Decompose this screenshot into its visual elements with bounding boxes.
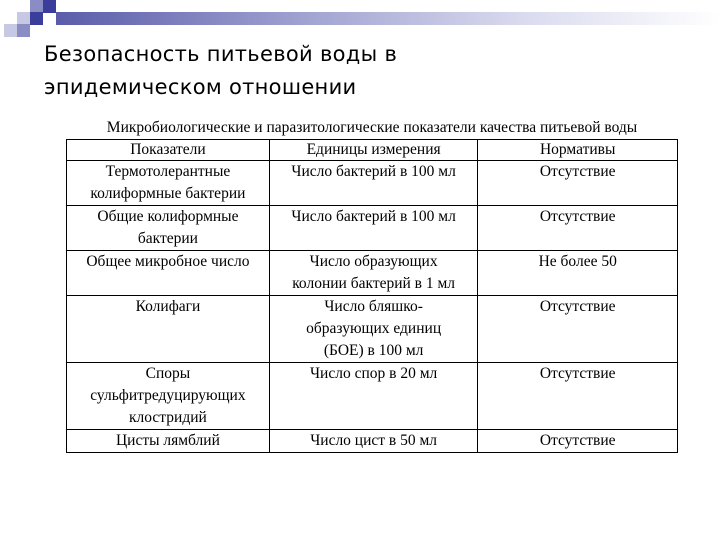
- indicator-cell: [67, 430, 270, 453]
- indicator-cell-line: сульфитредуцирующих: [90, 387, 246, 404]
- unit-cell-line: образующих единиц: [306, 320, 442, 337]
- indicator-cell-line: Споры: [145, 365, 191, 382]
- indicator-cell-line: Термотолерантные: [105, 163, 231, 180]
- table-row: [67, 430, 678, 453]
- unit-cell: [269, 161, 478, 206]
- slide-title: [44, 38, 704, 104]
- table-row: [67, 363, 678, 430]
- indicator-cell-line: Общее микробное число: [86, 253, 250, 270]
- indicator-cell: [67, 363, 270, 430]
- slide-title-line-1: Безопасность питьевой воды в: [44, 42, 398, 66]
- indicator-cell: [67, 296, 270, 363]
- norm-cell: Не более 50: [478, 251, 678, 296]
- indicator-cell-line: Колифаги: [135, 298, 201, 315]
- unit-cell-line: Число образующих: [309, 253, 438, 270]
- water-quality-table: [66, 139, 678, 453]
- indicator-cell-line: бактерии: [137, 230, 198, 247]
- unit-cell: [269, 296, 478, 363]
- unit-cell-line: (БОЕ) в 100 мл: [323, 342, 424, 359]
- unit-cell: [269, 206, 478, 251]
- unit-cell-line: Число бактерий в 100 мл: [291, 208, 456, 225]
- unit-cell-line: колонии бактерий в 1 мл: [292, 275, 456, 292]
- norm-cell: Отсутствие: [478, 296, 678, 363]
- title-gradient-rule: [56, 12, 720, 25]
- table-row: [67, 206, 678, 251]
- unit-cell-line: Число спор в 20 мл: [309, 365, 438, 382]
- indicator-cell-line: Цисты лямблий: [115, 432, 220, 449]
- decorative-squares: [0, 0, 56, 40]
- unit-cell-line: Число бляшко-: [324, 298, 423, 315]
- indicator-cell-line: колиформные бактерии: [90, 185, 246, 202]
- indicator-cell-line: клостридий: [129, 409, 207, 426]
- unit-cell: [269, 430, 478, 453]
- indicator-cell-line: Общие колиформные: [97, 208, 239, 225]
- header-indicators: Показатели: [67, 140, 270, 161]
- table-row: [67, 251, 678, 296]
- norm-cell: Отсутствие: [478, 161, 678, 206]
- header-units: Единицы измерения: [269, 140, 478, 161]
- water-quality-table-block: [66, 118, 678, 453]
- slide-title-line-2: эпидемическом отношении: [44, 75, 357, 99]
- indicator-cell: [67, 251, 270, 296]
- unit-cell: [269, 251, 478, 296]
- table-header-row: [67, 140, 678, 161]
- table-row: [67, 161, 678, 206]
- table-caption: Микробиологические и паразитологические показатели качества питьевой воды: [106, 119, 638, 136]
- unit-cell: [269, 363, 478, 430]
- unit-cell-line: Число цист в 50 мл: [310, 432, 438, 449]
- indicator-cell: [67, 161, 270, 206]
- header-norms: Нормативы: [478, 140, 678, 161]
- norm-cell: Отсутствие: [478, 206, 678, 251]
- norm-cell: Отсутствие: [478, 430, 678, 453]
- norm-cell: Отсутствие: [478, 363, 678, 430]
- indicator-cell: [67, 206, 270, 251]
- table-body: [67, 161, 678, 453]
- unit-cell-line: Число бактерий в 100 мл: [291, 163, 456, 180]
- table-row: [67, 296, 678, 363]
